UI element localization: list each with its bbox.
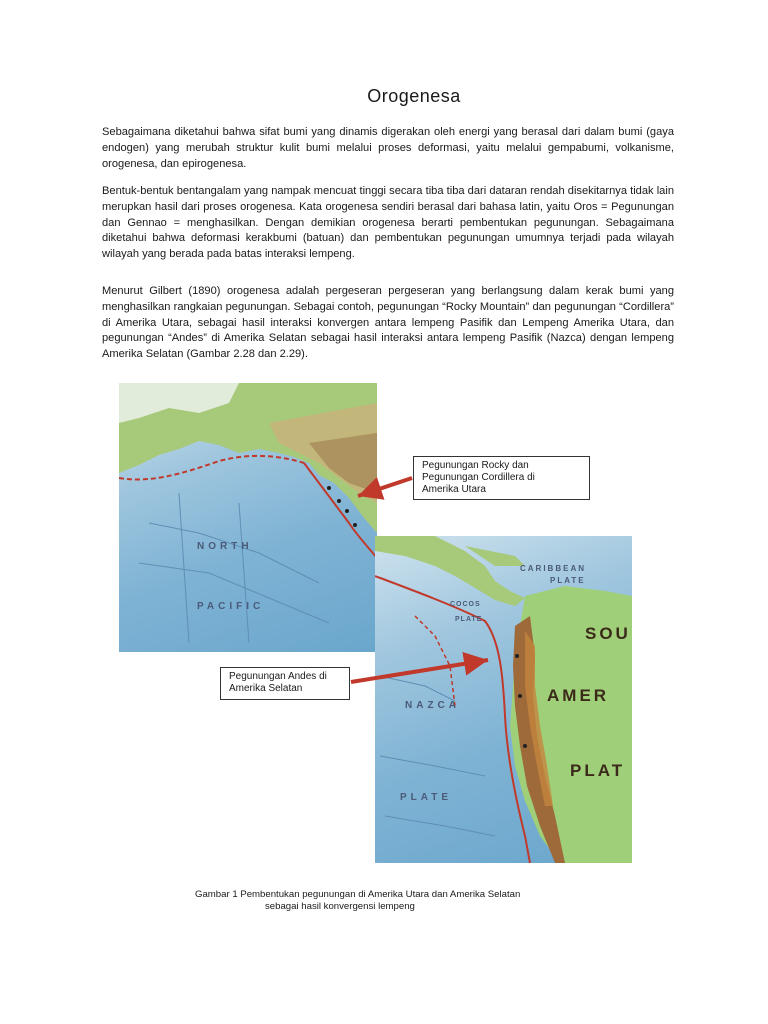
callout-rocky-line-2: Pegunungan Cordillera di (422, 472, 535, 483)
callout-rocky-mountains (413, 456, 590, 500)
map-label-nazca-plate: PLATE (400, 792, 453, 803)
map-label-cocos: COCOS (450, 601, 481, 608)
callout-rocky-line-1: Pegunungan Rocky dan (422, 460, 529, 471)
map-label-amer: AMER (547, 686, 610, 705)
map-label-north: NORTH (197, 541, 253, 552)
figure-caption-line-2: sebagai hasil konvergensi lempeng (265, 901, 415, 912)
callout-andes (220, 667, 350, 700)
figure-caption (195, 889, 520, 913)
map-label-pacific: PACIFIC (197, 601, 265, 612)
paragraph-intro: Sebagaimana diketahui bahwa sifat bumi yang dinamis digerakan oleh energi yang berasal dari dalam bumi (gaya endogen) yang merubah struktur kulit bumi melalui proses deformasi, yaitu melalui gempabumi, volkanisme, orogenesa, dan epirogenesa. (102, 126, 674, 170)
page-title: Orogenesa (367, 86, 461, 106)
map-label-sou: SOU (585, 624, 631, 643)
callout-andes-line-2: Amerika Selatan (229, 683, 303, 694)
map-label-cocos-plate: PLATE (455, 616, 483, 623)
figure-caption-line-1: Gambar 1 Pembentukan pegunungan di Amerika Utara dan Amerika Selatan (195, 889, 521, 900)
arrow-andes (351, 660, 488, 682)
callout-andes-line-1: Pegunungan Andes di (229, 671, 327, 682)
arrow-rocky (358, 478, 412, 496)
map-label-plat: PLAT (570, 761, 626, 780)
paragraph-definition: Bentuk-bentuk bentangalam yang nampak mencuat tinggi secara tiba tiba dari dataran rendah disekitarnya tidak lain merupkan hasil dari proses orogenesa. Kata orogenesa sendiri berasal dari bahasa latin, yaitu Oros = Pegunungan dan Gennao = menghasilkan. Dengan demikian orogenesa berarti pembentukan pegunungan. Sebagaimana diketahui bahwa deformasi kerakbumi (batuan) dan pembentukan pegunungan umumnya terjadi pada wilayah wilayah yang berada pada batas interaksi lempeng. (102, 185, 674, 261)
paragraph-gilbert: Menurut Gilbert (1890) orogenesa adalah pergeseran pergeseran yang berlangsung dalam kerak bumi yang menghasilkan rangkaian pegunungan. Sebagai contoh, pegunungan “Rocky Mountain” dan pegunungan “Cordillera” di Amerika Utara, sebagai hasil interaksi konvergen antara lempeng Pasifik dan Lempeng Amerika Utara, dan pegunungan “Andes” di Amerika Selatan sebagai hasil interaksi antara lempeng Pasifik (Nazca) dengan lempeng Amerika Selatan (Gambar 2.28 dan 2.29). (102, 285, 674, 361)
map-label-caribbean: CARIBBEAN (520, 564, 586, 573)
callout-rocky-line-3: Amerika Utara (422, 484, 486, 495)
map-label-caribbean-plate: PLATE (550, 576, 586, 585)
map-label-nazca: NAZCA (405, 700, 460, 711)
